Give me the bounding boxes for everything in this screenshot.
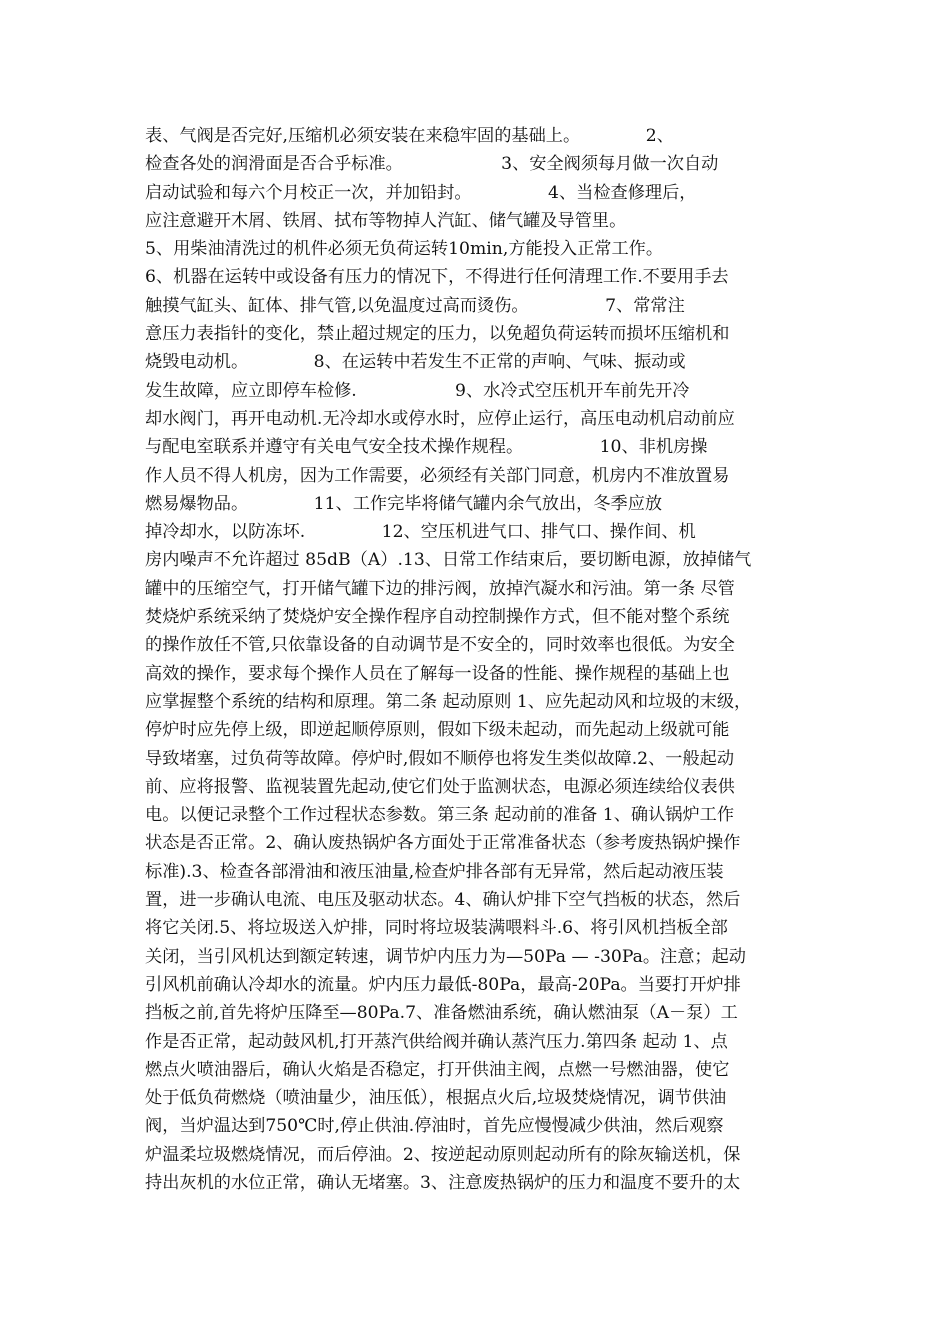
text-line: 标准).3、检查各部滑油和液压油量,检查炉排各部有无异常，然后起动液压装 <box>145 861 724 882</box>
text-line: 持出灰机的水位正常，确认无堵塞。3、注意废热锅炉的压力和温度不要升的太 <box>145 1172 741 1193</box>
text-line: 发生故障，应立即停车检修. 9、水冷式空压机开车前先开冷 <box>145 380 690 401</box>
text-line: 导致堵塞，过负荷等故障。停炉时,假如不顺停也将发生类似故障.2、一般起动 <box>145 748 735 769</box>
text-line: 前、应将报警、监视装置先起动,使它们处于监测状态，电源必须连续给仪表供 <box>145 776 735 797</box>
text-line: 表、气阀是否完好,压缩机必须安装在来稳牢固的基础上。 2、 <box>145 126 674 146</box>
text-line: 掉冷却水，以防冻坏. 12、空压机进气口、排气口、操作间、机 <box>145 522 696 543</box>
text-line: 阀，当炉温达到750℃时,停止供油.停油时，首先应慢慢减少供油，然后观察 <box>145 1116 724 1137</box>
text-line: 房内噪声不允许超过 85dB（A）.13、日常工作结束后，要切断电源，放掉储气 <box>145 550 752 571</box>
text-line: 处于低负荷燃烧（喷油量少，油压低），根据点火后,垃圾焚烧情况，调节供油 <box>145 1088 727 1109</box>
text-line: 电。以便记录整个工作过程状态参数。第三条 起动前的准备 1、确认锅炉工作 <box>145 805 735 826</box>
text-line: 引风机前确认冷却水的流量。炉内压力最低-80Pa，最高-20Pa。当要打开炉排 <box>145 974 741 995</box>
text-line: 罐中的压缩空气，打开储气罐下边的排污阀，放掉汽凝水和污油。第一条 尽管 <box>145 578 735 599</box>
text-line: 作人员不得人机房，因为工作需要，必须经有关部门同意，机房内不准放置易 <box>145 465 730 486</box>
text-line: 挡板之前,首先将炉压降至—80Pa.7、准备燃油系统，确认燃油泵（A－泵）工 <box>145 1003 738 1024</box>
body-text <box>145 122 815 1197</box>
text-line: 关闭，当引风机达到额定转速，调节炉内压力为—50Pa — -30Pa。注意；起动 <box>145 946 746 967</box>
text-line: 燃点火喷油器后，确认火焰是否稳定，打开供油主阀，点燃一号燃油器，使它 <box>145 1059 730 1080</box>
text-line: 触摸气缸头、缸体、排气管,以免温度过高而烫伤。 7、常常注 <box>145 295 685 316</box>
text-line: 检查各处的润滑面是否合乎标准。 3、安全阀须每月做一次自动 <box>145 154 719 175</box>
text-line: 高效的操作，要求每个操作人员在了解每一设备的性能、操作规程的基础上也 <box>145 663 730 684</box>
text-line: 将它关闭.5、将垃圾送入炉排，同时将垃圾装满喂料斗.6、将引风机挡板全部 <box>145 918 728 939</box>
text-line: 作是否正常，起动鼓风机,打开蒸汽供给阀并确认蒸汽压力.第四条 起动 1、点 <box>145 1031 728 1052</box>
text-line: 状态是否正常。2、确认废热锅炉各方面处于正常准备状态（参考废热锅炉操作 <box>145 833 741 854</box>
text-line: 6、机器在运转中或设备有压力的情况下，不得进行任何清理工作.不要用手去 <box>145 267 729 288</box>
text-line: 炉温柔垃圾燃烧情况，而后停油。2、按逆起动原则起动所有的除灰输送机，保 <box>145 1144 741 1165</box>
text-line: 与配电室联系并遵守有关电气安全技术操作规程。 10、非机房操 <box>145 437 708 458</box>
text-line: 的操作放任不管,只依靠设备的自动调节是不安全的，同时效率也很低。为安全 <box>145 635 735 656</box>
text-line: 焚烧炉系统采纳了焚烧炉安全操作程序自动控制操作方式，但不能对整个系统 <box>145 607 730 628</box>
text-line: 5、用柴油清洗过的机件必须无负荷运转10min,方能投入正常工作。 <box>145 239 664 260</box>
text-line: 却水阀门，再开电动机.无冷却水或停水时，应停止运行，高压电动机启动前应 <box>145 408 735 429</box>
text-line: 停炉时应先停上级，即逆起顺停原则，假如下级未起动，而先起动上级就可能 <box>145 720 730 741</box>
text-line: 应掌握整个系统的结构和原理。第二条 起动原则 1、应先起动风和垃圾的末级， <box>145 691 752 712</box>
text-line: 启动试验和每六个月校正一次，并加铅封。 4、当检查修理后， <box>145 182 697 203</box>
text-line: 燃易爆物品。 11、工作完毕将储气罐内余气放出，冬季应放 <box>145 493 663 514</box>
text-line: 置，进一步确认电流、电压及驱动状态。4、确认炉排下空气挡板的状态，然后 <box>145 890 741 911</box>
text-line: 应注意避开木屑、铁屑、拭布等物掉人汽缸、储气罐及导管里。 <box>145 210 627 231</box>
text-line: 烧毁电动机。 8、在运转中若发生不正常的声响、气味、振动或 <box>145 352 686 373</box>
text-line: 意压力表指针的变化，禁止超过规定的压力，以免超负荷运转而损坏压缩机和 <box>145 324 730 345</box>
